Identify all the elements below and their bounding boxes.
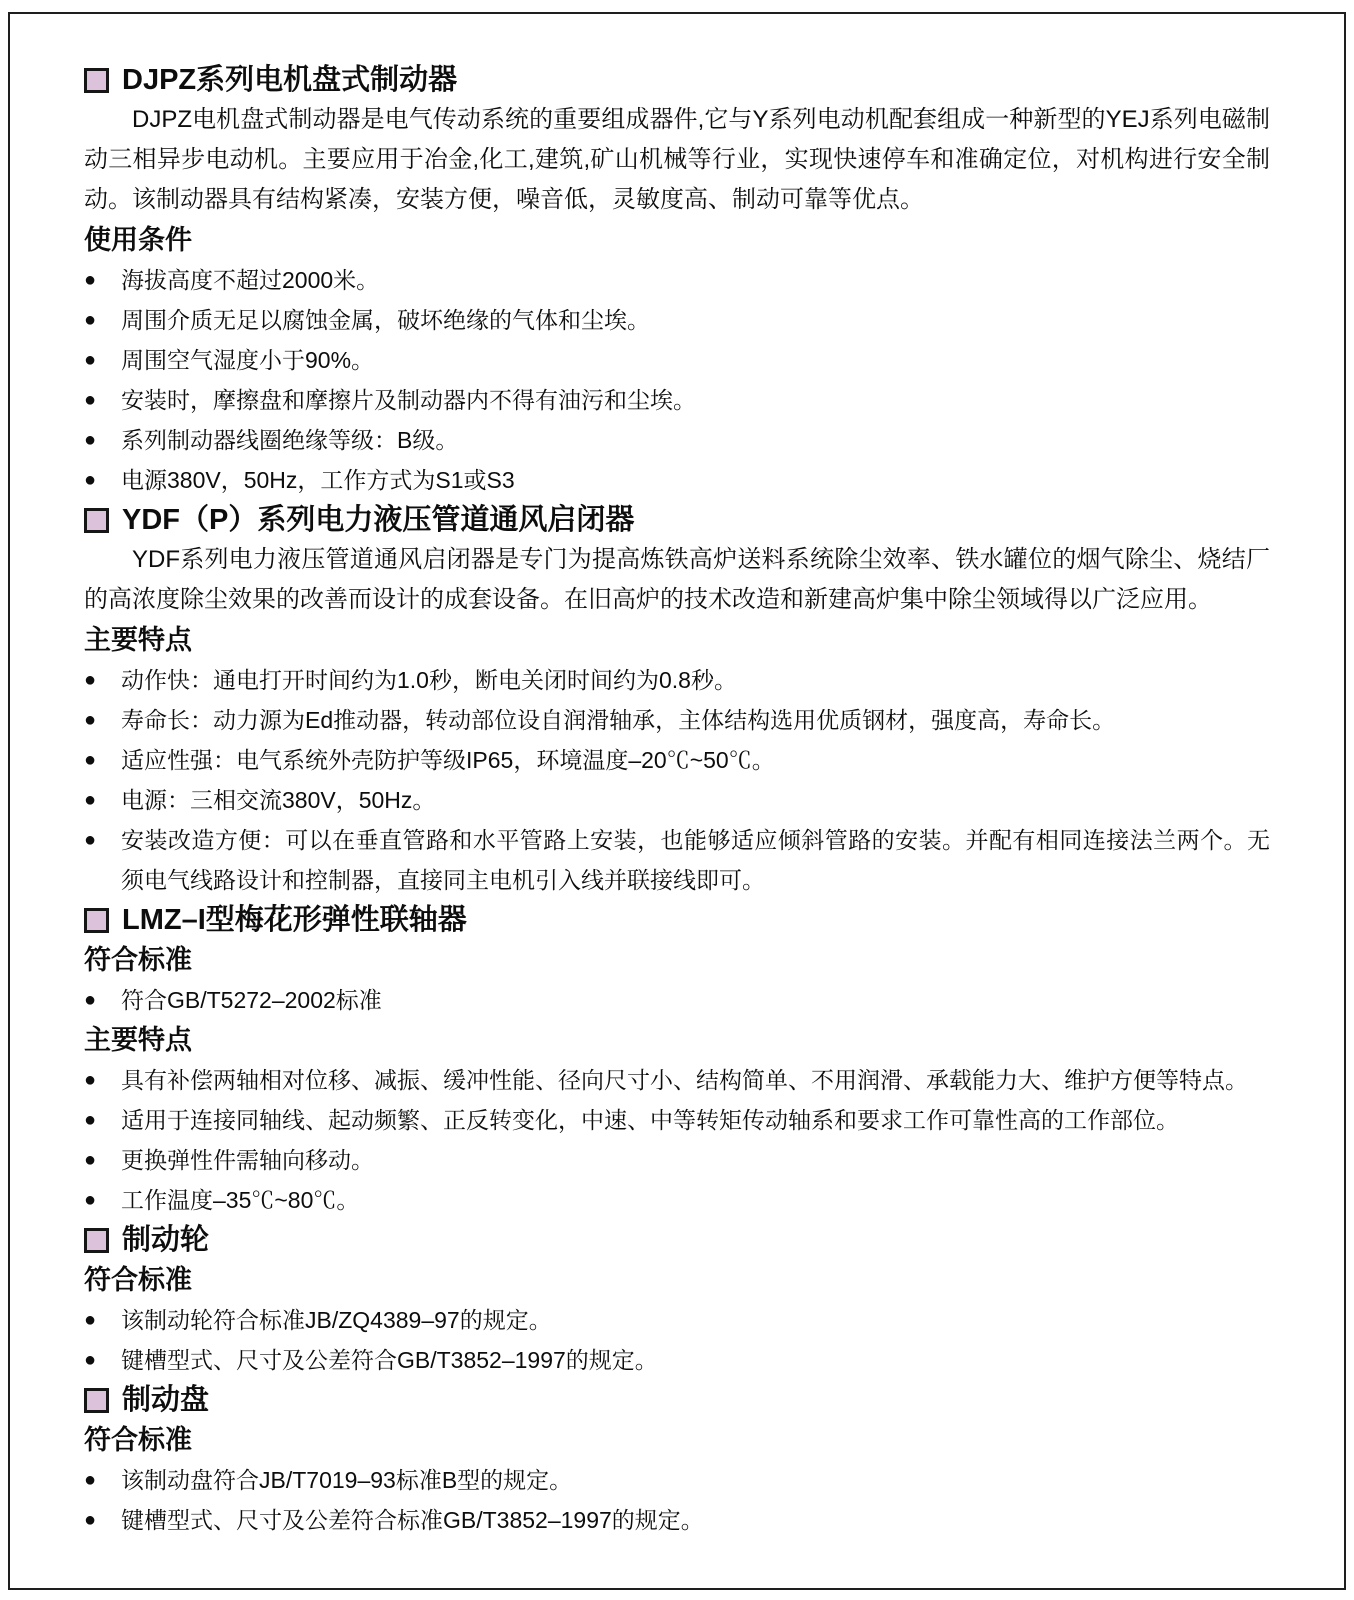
bullet-item: ● 动作快：通电打开时间约为1.0秒，断电关闭时间约为0.8秒。 xyxy=(84,660,1270,700)
bullet-icon: ● xyxy=(84,829,97,851)
bullet-icon: ● xyxy=(84,269,97,291)
bullet-icon: ● xyxy=(84,1149,97,1171)
bullet-icon: ● xyxy=(84,989,97,1011)
subsection-heading-standards: 符合标准 xyxy=(84,1265,192,1295)
section-title-djpz xyxy=(84,60,1270,100)
bullet-icon: ● xyxy=(84,389,97,411)
bullet-icon: ● xyxy=(84,349,97,371)
section-title-lmz xyxy=(84,900,1270,940)
bullet-icon: ● xyxy=(84,309,97,331)
section-title-text: LMZ–I型梅花形弹性联轴器 xyxy=(122,904,467,936)
section-marker-square xyxy=(84,1388,109,1413)
bullet-item: ● 电源380V，50Hz，工作方式为S1或S3 xyxy=(84,460,1270,500)
bullet-item: ● 该制动轮符合标准JB/ZQ4389–97的规定。 xyxy=(84,1300,1270,1340)
bullet-icon: ● xyxy=(84,709,97,731)
bullet-item: ● 更换弹性件需轴向移动。 xyxy=(84,1140,1270,1180)
bullet-item: ● 键槽型式、尺寸及公差符合GB/T3852–1997的规定。 xyxy=(84,1340,1270,1380)
bullet-icon: ● xyxy=(84,469,97,491)
section-marker-square xyxy=(84,508,109,533)
bullet-item: ● 适应性强：电气系统外壳防护等级IP65，环境温度–20℃~50℃。 xyxy=(84,740,1270,780)
bullet-item: ● 寿命长：动力源为Ed推动器，转动部位设自润滑轴承，主体结构选用优质钢材，强度高，寿命长。 xyxy=(84,700,1270,740)
bullet-icon: ● xyxy=(84,749,97,771)
section-title-brake-disc xyxy=(84,1380,1270,1420)
bullet-icon: ● xyxy=(84,1069,97,1091)
bullet-icon: ● xyxy=(84,1469,97,1491)
section-marker-square xyxy=(84,1228,109,1253)
section-title-text: YDF（P）系列电力液压管道通风启闭器 xyxy=(122,504,635,536)
bullet-item: ● 适用于连接同轴线、起动频繁、正反转变化，中速、中等转矩传动轴系和要求工作可靠性高的工作部位。 xyxy=(84,1100,1270,1140)
bullet-item: ● 周围介质无足以腐蚀金属，破坏绝缘的气体和尘埃。 xyxy=(84,300,1270,340)
section-intro-djpz: DJPZ电机盘式制动器是电气传动系统的重要组成器件,它与Y系列电动机配套组成一种新型的YEJ系列电磁制动三相异步电动机。主要应用于冶金,化工,建筑,矿山机械等行业，实现快速停车和准确定位，对机构进行安全制动。该制动器具有结构紧凑，安装方便，噪音低，灵敏度高、制动可靠等优点。 xyxy=(84,106,1270,213)
bullet-icon: ● xyxy=(84,429,97,451)
section-title-ydf xyxy=(84,500,1270,540)
bullet-icon: ● xyxy=(84,1509,97,1531)
bullet-icon: ● xyxy=(84,669,97,691)
bullet-item: ● 周围空气湿度小于90%。 xyxy=(84,340,1270,380)
bullet-item: ● 工作温度–35℃~80℃。 xyxy=(84,1180,1270,1220)
bullet-icon: ● xyxy=(84,1349,97,1371)
section-intro-ydf: YDF系列电力液压管道通风启闭器是专门为提高炼铁高炉送料系统除尘效率、铁水罐位的烟气除尘、烧结厂的高浓度除尘效果的改善而设计的成套设备。在旧高炉的技术改造和新建高炉集中除尘领域得以广泛应用。 xyxy=(84,546,1270,613)
bullet-item: ● 海拔高度不超过2000米。 xyxy=(84,260,1270,300)
bullet-item: ● 安装改造方便：可以在垂直管路和水平管路上安装，也能够适应倾斜管路的安装。并配有相同连接法兰两个。无须电气线路设计和控制器，直接同主电机引入线并联接线即可。 xyxy=(84,820,1270,900)
bullet-item: ● 系列制动器线圈绝缘等级：B级。 xyxy=(84,420,1270,460)
bullet-item: ● 电源：三相交流380V，50Hz。 xyxy=(84,780,1270,820)
subsection-heading-main-features: 主要特点 xyxy=(84,625,192,655)
subsection-heading-standards: 符合标准 xyxy=(84,945,192,975)
bullet-icon: ● xyxy=(84,1109,97,1131)
section-title-text: 制动轮 xyxy=(122,1224,210,1256)
section-title-text: DJPZ系列电机盘式制动器 xyxy=(122,64,458,96)
subsection-heading-main-features: 主要特点 xyxy=(84,1025,192,1055)
bullet-item: ● 该制动盘符合JB/T7019–93标准B型的规定。 xyxy=(84,1460,1270,1500)
section-title-brake-wheel xyxy=(84,1220,1270,1260)
section-marker-square xyxy=(84,68,109,93)
subsection-heading-standards: 符合标准 xyxy=(84,1425,192,1455)
bullet-icon: ● xyxy=(84,1309,97,1331)
bullet-icon: ● xyxy=(84,789,97,811)
bullet-item: ● 安装时，摩擦盘和摩擦片及制动器内不得有油污和尘埃。 xyxy=(84,380,1270,420)
subsection-heading-usage-conditions: 使用条件 xyxy=(84,225,192,255)
bullet-item: ● 具有补偿两轴相对位移、减振、缓冲性能、径向尺寸小、结构简单、不用润滑、承载能力大、维护方便等特点。 xyxy=(84,1060,1270,1100)
bullet-item: ● 键槽型式、尺寸及公差符合标准GB/T3852–1997的规定。 xyxy=(84,1500,1270,1540)
section-title-text: 制动盘 xyxy=(122,1384,210,1416)
document-content xyxy=(84,60,1270,1540)
bullet-icon: ● xyxy=(84,1189,97,1211)
bullet-item: ● 符合GB/T5272–2002标准 xyxy=(84,980,1270,1020)
section-marker-square xyxy=(84,908,109,933)
